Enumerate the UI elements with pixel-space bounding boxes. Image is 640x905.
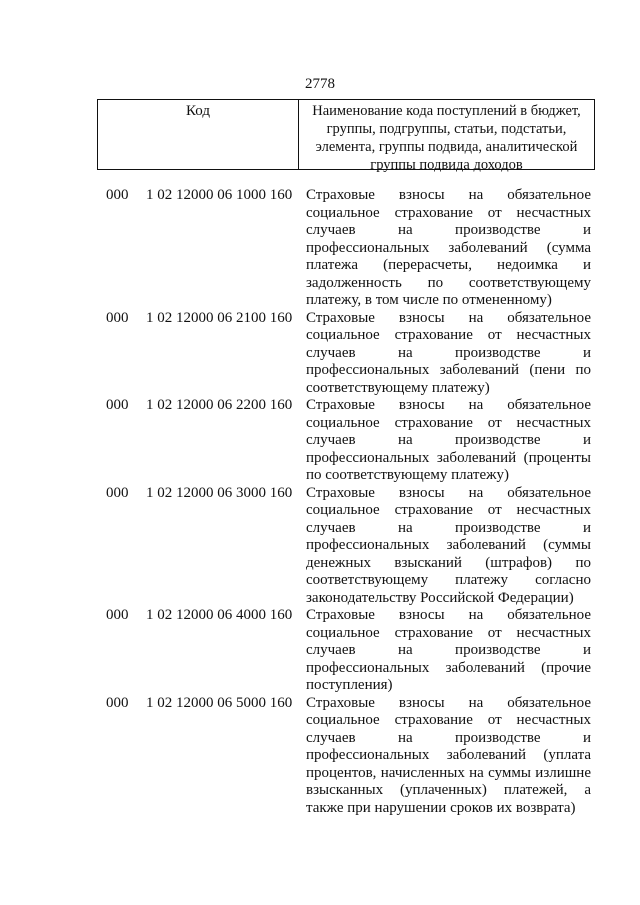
row-description: Страховые взносы на обязательное социальное страхование от несчастных случаев на производстве и профессиональных заболеваний (прочие поступления) [306,607,591,693]
row-description: Страховые взносы на обязательное социальное страхование от несчастных случаев на производстве и профессиональных заболеваний (сумма платежа (перерасчеты, недоимка и задолженность по соответствующему платежу, в том числе по отмененному) [306,187,591,308]
row-admin-code: 000 [106,607,129,623]
row-revenue-code: 1 02 12000 06 1000 160 [146,187,293,203]
header-code-column: Код [98,100,299,169]
row-description: Страховые взносы на обязательное социальное страхование от несчастных случаев на производстве и профессиональных заболеваний (уплата процентов, начисленных на суммы излишне взысканных (уплаченных) платежей, а также при нарушении сроков их возврата) [306,694,591,816]
row-revenue-code: 1 02 12000 06 5000 160 [146,694,293,711]
table-row [0,695,640,818]
row-admin-code: 000 [106,187,129,203]
row-admin-code: 000 [106,484,129,501]
row-revenue-code: 1 02 12000 06 2100 160 [146,309,293,326]
row-revenue-code: 1 02 12000 06 3000 160 [146,484,293,501]
table-row [0,485,640,608]
table-row [0,397,640,485]
row-description: Страховые взносы на обязательное социальное страхование от несчастных случаев на производстве и профессиональных заболеваний (пени по соответствующему платежу) [306,309,591,396]
table-row [0,310,640,398]
row-admin-code: 000 [106,694,129,711]
table-row [0,187,640,310]
table-header [97,99,595,173]
table-row [0,607,640,695]
row-admin-code: 000 [106,397,129,413]
page-number: 2778 [305,76,335,92]
row-admin-code: 000 [106,309,129,326]
row-revenue-code: 1 02 12000 06 4000 160 [146,607,293,623]
row-description: Страховые взносы на обязательное социальное страхование от несчастных случаев на производстве и профессиональных заболеваний (проценты по соответствующему платежу) [306,397,591,483]
header-name-column: Наименование кода поступлений в бюджет, группы, подгруппы, статьи, подстатьи, элемента, группы подвида, аналитической группы подвида доходов [312,103,581,173]
row-description: Страховые взносы на обязательное социальное страхование от несчастных случаев на производстве и профессиональных заболеваний (суммы денежных взысканий (штрафов) по соответствующему платежу согласно законодательству Российской Федерации) [306,484,591,606]
table-body [0,187,640,817]
row-revenue-code: 1 02 12000 06 2200 160 [146,397,293,413]
